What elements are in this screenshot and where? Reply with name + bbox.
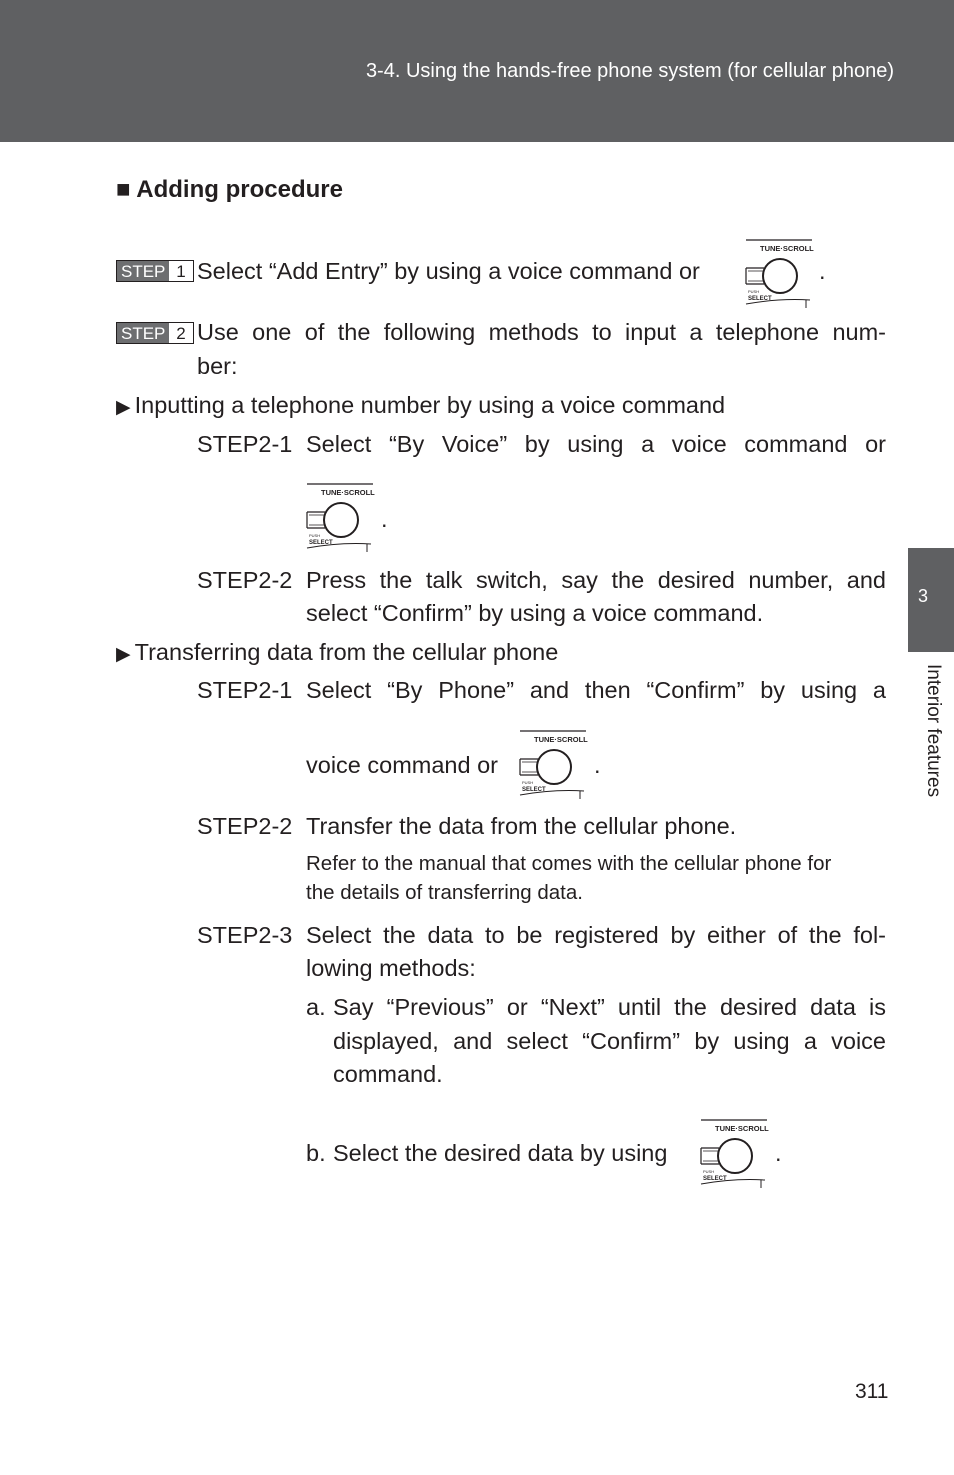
phone-step2-3-label: STEP2-3: [197, 922, 293, 948]
option-b-prefix: b.: [306, 1140, 326, 1166]
svg-text:TUNE·SCROLL: TUNE·SCROLL: [715, 1124, 769, 1133]
svg-text:TUNE·SCROLL: TUNE·SCROLL: [321, 488, 375, 497]
section-title: 3-4. Using the hands-free phone system (for cellular phone): [365, 60, 894, 82]
tune-scroll-knob-icon: [305, 482, 377, 556]
phone-step2-1-end: .: [594, 752, 601, 778]
svg-text:TUNE·SCROLL: TUNE·SCROLL: [534, 735, 588, 744]
phone-step2-3-line1: Select the data to be registered by either of the fol-: [306, 922, 886, 948]
svg-text:TUNE·SCROLL: TUNE·SCROLL: [760, 244, 814, 253]
tune-scroll-knob-icon: [699, 1118, 771, 1192]
step1-end: .: [819, 258, 826, 284]
svg-text:PUSH: PUSH: [703, 1169, 715, 1174]
voice-step2-2-line1: Press the talk switch, say the desired number, and: [306, 567, 886, 593]
heading-text: Adding procedure: [136, 176, 343, 203]
step-badge-number: 2: [169, 323, 193, 343]
heading-bullet: ■: [116, 176, 131, 203]
phone-step2-2-label: STEP2-2: [197, 813, 293, 839]
step1-text: Select “Add Entry” by using a voice command or: [197, 258, 700, 284]
method-voice-title-text: Inputting a telephone number by using a voice command: [134, 392, 726, 418]
svg-text:SELECT: SELECT: [309, 540, 333, 546]
chapter-tab: [908, 548, 954, 652]
step-badge-number: 1: [169, 261, 193, 281]
step-badge-label: STEP: [117, 323, 169, 343]
phone-step2-1-line2: voice command or: [306, 752, 498, 778]
step1-badge: [116, 260, 194, 282]
option-a-line3: command.: [333, 1061, 443, 1087]
method-voice-title: [116, 389, 725, 424]
phone-note-line1: Refer to the manual that comes with the cellular phone for: [306, 852, 832, 875]
phone-step2-1-line1: Select “By Phone” and then “Confirm” by using a: [306, 677, 886, 703]
step2-line1: Use one of the following methods to input a telephone num-: [197, 319, 886, 345]
option-a-line2: displayed, and select “Confirm” by using a voice: [333, 1028, 886, 1054]
option-a-line1: Say “Previous” or “Next” until the desired data is: [333, 994, 886, 1020]
arrow-icon: ▶: [116, 397, 131, 418]
method-phone-title: [116, 636, 558, 671]
svg-text:SELECT: SELECT: [703, 1176, 727, 1182]
tune-scroll-knob-icon: [744, 238, 816, 312]
option-a-prefix: a.: [306, 994, 326, 1020]
page-header: [0, 0, 954, 142]
phone-step2-2-text: Transfer the data from the cellular phone.: [306, 813, 737, 839]
phone-step2-3-line2: lowing methods:: [306, 955, 476, 981]
arrow-icon: ▶: [116, 644, 131, 665]
chapter-number: 3: [917, 586, 928, 606]
step2-badge: [116, 322, 194, 344]
tune-scroll-knob-icon: [518, 729, 590, 803]
svg-text:PUSH: PUSH: [309, 533, 321, 538]
step2-line2: ber:: [197, 353, 238, 379]
voice-step2-1-label: STEP2-1: [197, 431, 293, 457]
voice-step2-1-end: .: [381, 506, 388, 532]
method-phone-title-text: Transferring data from the cellular phone: [134, 639, 559, 665]
section-heading: [116, 176, 343, 204]
voice-step2-1-text: Select “By Voice” by using a voice command or: [306, 431, 886, 457]
svg-text:SELECT: SELECT: [522, 787, 546, 793]
svg-text:SELECT: SELECT: [748, 296, 772, 302]
voice-step2-2-line2: select “Confirm” by using a voice command.: [306, 600, 764, 626]
svg-text:PUSH: PUSH: [522, 780, 534, 785]
voice-step2-2-label: STEP2-2: [197, 567, 293, 593]
svg-text:PUSH: PUSH: [748, 289, 760, 294]
option-b-text: Select the desired data by using: [333, 1140, 668, 1166]
option-b-end: .: [775, 1140, 782, 1166]
step-badge-label: STEP: [117, 261, 169, 281]
phone-note-line2: the details of transferring data.: [306, 881, 583, 904]
chapter-label: Interior features: [923, 664, 944, 798]
page-number: 311: [855, 1380, 889, 1403]
phone-step2-1-label: STEP2-1: [197, 677, 293, 703]
